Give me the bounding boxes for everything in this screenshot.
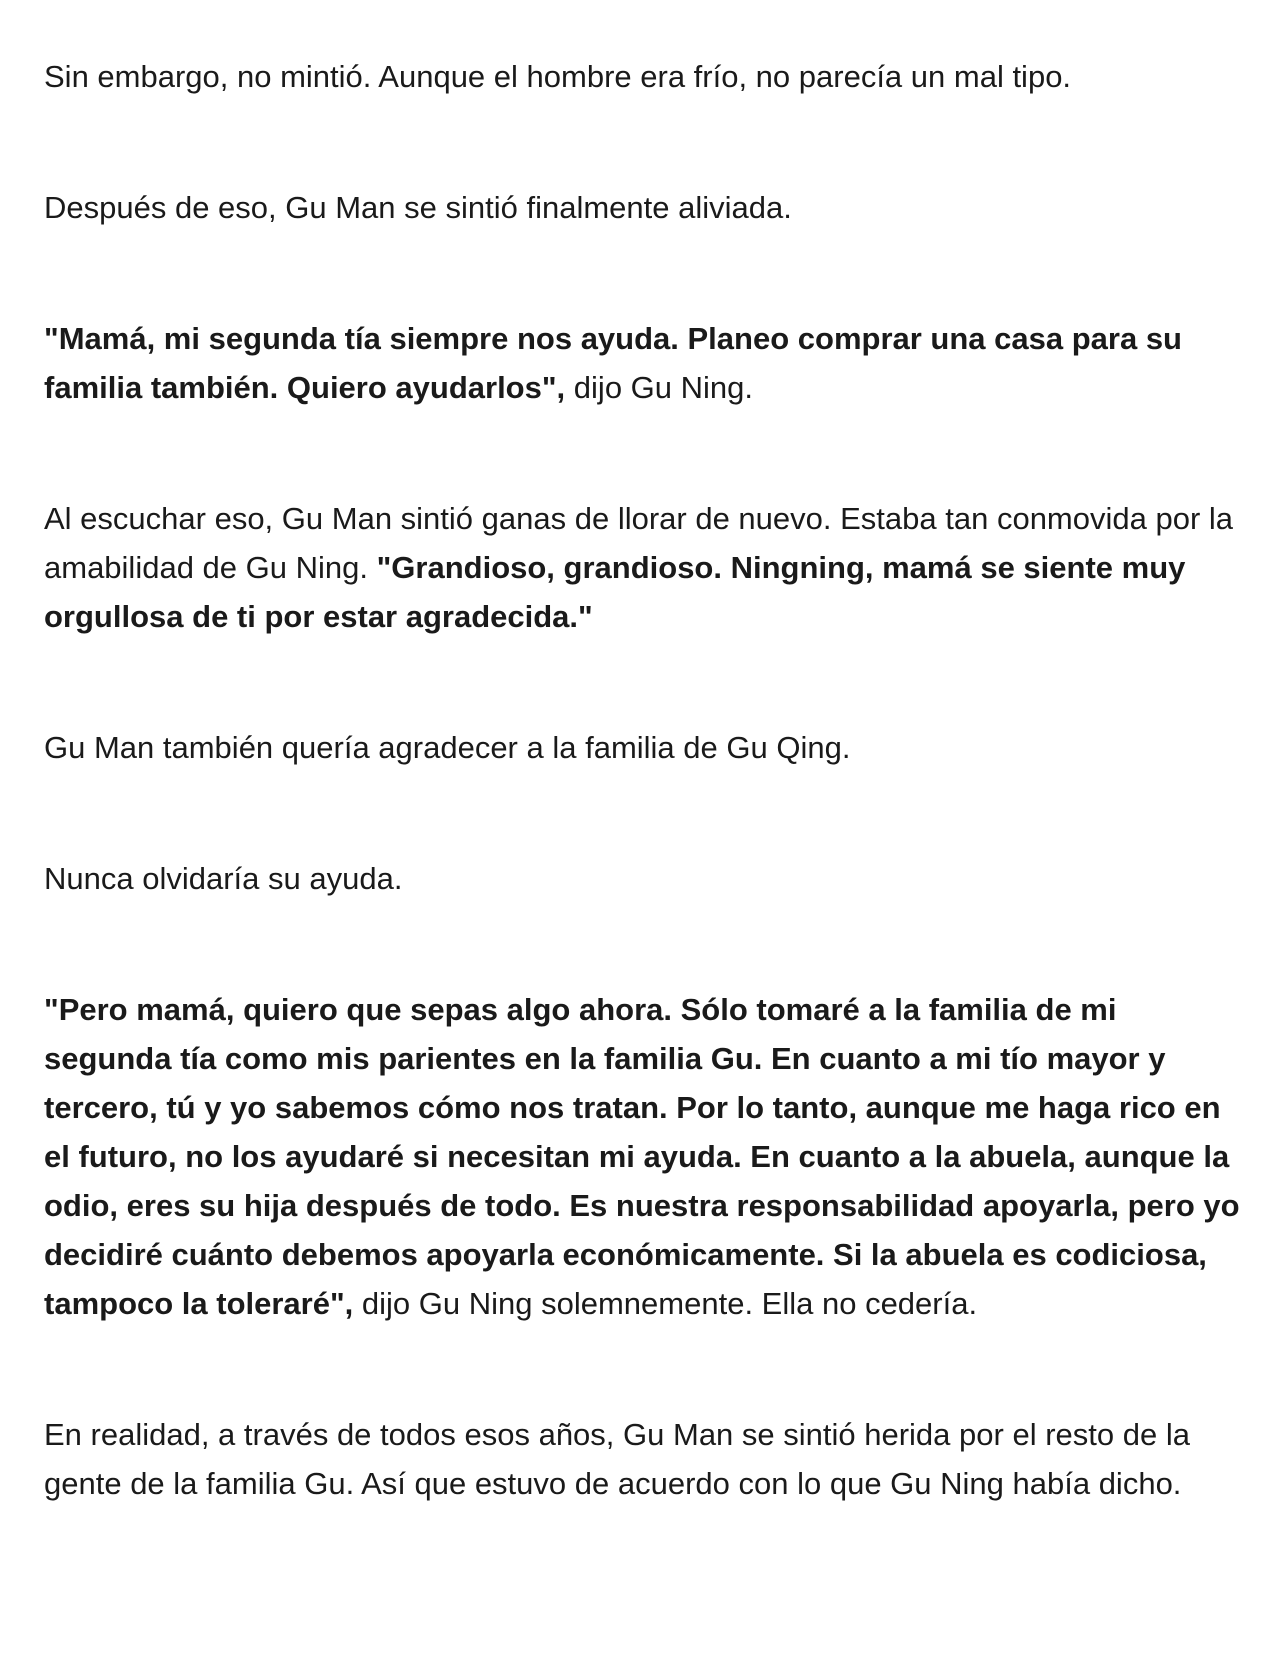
paragraph-2-text: Después de eso, Gu Man se sintió finalmente aliviada. — [44, 190, 792, 225]
paragraph-6 — [44, 854, 1240, 903]
paragraph-8-text: En realidad, a través de todos esos años, Gu Man se sintió herida por el resto de la gente de la familia Gu. Así que estuvo de acuerdo con lo que Gu Ning había dicho. — [44, 1417, 1190, 1501]
paragraph-4-text: Al escuchar eso, Gu Man sintió ganas de llorar de nuevo. Estaba tan conmovida por la amabilidad de Gu Ning. — [44, 501, 1234, 585]
paragraph-7-quote: "Pero mamá, quiero que sepas algo ahora. Sólo tomaré a la familia de mi segunda tía como mis parientes en la familia Gu. En cuanto a mi tío mayor y tercero, tú y yo sabemos cómo nos tratan. Por lo tanto, aunque me haga rico en el futuro, no los ayudaré si necesitan mi ayuda. En cuanto a la abuela, aunque la odio, eres su hija después de todo. Es nuestra responsabilidad apoyarla, pero yo decidiré cuánto debemos apoyarla económicamente. Si la abuela es codiciosa, tampoco la toleraré", — [44, 992, 1240, 1321]
paragraph-1-text: Sin embargo, no mintió. Aunque el hombre era frío, no parecía un mal tipo. — [44, 59, 1072, 94]
paragraph-3 — [44, 314, 1240, 412]
paragraph-1 — [44, 52, 1240, 101]
paragraph-5 — [44, 723, 1240, 772]
paragraph-3-quote: "Mamá, mi segunda tía siempre nos ayuda. Planeo comprar una casa para su familia también. Quiero ayudarlos", — [44, 321, 1182, 405]
paragraph-7-text: dijo Gu Ning solemnemente. Ella no cedería. — [353, 1286, 978, 1321]
paragraph-8 — [44, 1410, 1240, 1508]
paragraph-7 — [44, 985, 1240, 1328]
paragraph-4-quote: "Grandioso, grandioso. Ningning, mamá se siente muy orgullosa de ti por estar agradecida." — [44, 550, 1186, 634]
paragraph-4 — [44, 494, 1240, 641]
paragraph-5-text: Gu Man también quería agradecer a la familia de Gu Qing. — [44, 730, 851, 765]
paragraph-6-text: Nunca olvidaría su ayuda. — [44, 861, 403, 896]
paragraph-2 — [44, 183, 1240, 232]
paragraph-3-text: dijo Gu Ning. — [565, 370, 754, 405]
